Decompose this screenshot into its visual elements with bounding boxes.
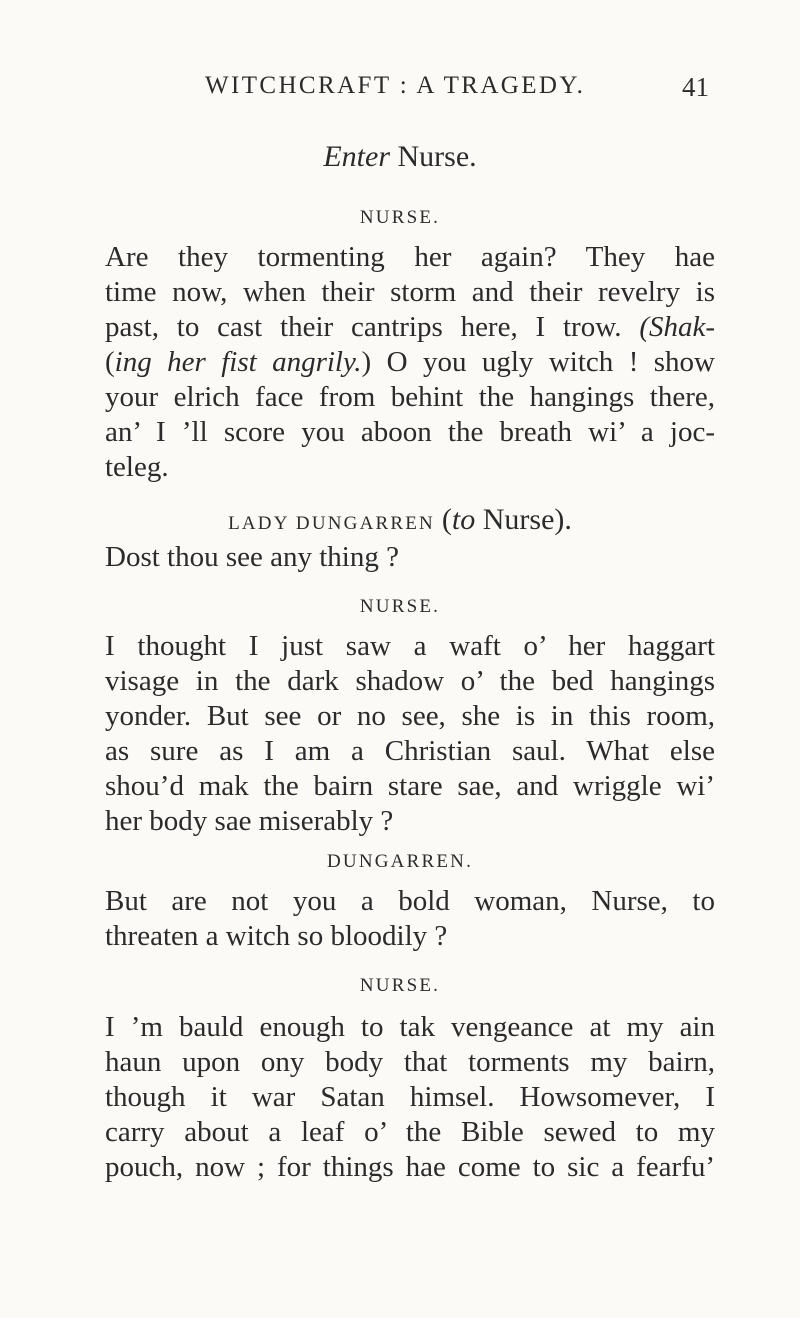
speech-line: your elrich face from behint the hangings there, bbox=[105, 381, 715, 413]
speaker-direction bbox=[442, 503, 572, 536]
speech-line: haun upon ony body that torments my bairn, bbox=[105, 1046, 715, 1078]
speech-line: visage in the dark shadow o’ the bed hangings bbox=[105, 665, 715, 697]
paren: ( bbox=[441, 503, 452, 536]
speech-line: as sure as I am a Christian saul. What else bbox=[105, 735, 715, 767]
speaker-label: LADY DUNGARREN bbox=[228, 513, 442, 534]
speaker-name bbox=[0, 503, 800, 537]
speech-line: pouch, now ; for things hae come to sic a fearfu’ bbox=[105, 1151, 715, 1183]
speech-line bbox=[105, 310, 715, 345]
speech-block bbox=[105, 240, 715, 485]
speech-line: I thought I just saw a waft o’ her haggart bbox=[105, 630, 715, 662]
stage-direction-inline: (Shak- bbox=[639, 311, 715, 343]
speech-line: yonder. But see or no see, she is in this room, bbox=[105, 700, 715, 732]
direction-rest: Nurse). bbox=[475, 503, 572, 536]
page-number: 41 bbox=[682, 72, 709, 102]
speech-block bbox=[105, 540, 715, 575]
speaker-name: NURSE. bbox=[359, 207, 441, 228]
stage-who: Nurse. bbox=[390, 140, 477, 173]
speech-block bbox=[105, 1010, 715, 1185]
speech-block bbox=[105, 629, 715, 839]
stage-action: Enter bbox=[323, 140, 390, 173]
speech-line: teleg. bbox=[105, 451, 169, 483]
speech-text: ) bbox=[361, 346, 372, 378]
speech-line: carry about a leaf o’ the Bible sewed to my bbox=[105, 1116, 715, 1148]
speech-line: But are not you a bold woman, Nurse, to bbox=[105, 885, 715, 917]
speech-line: time now, when their storm and their revelry is bbox=[105, 276, 715, 308]
speech-line: Are they tormenting her again? They hae bbox=[105, 241, 715, 273]
stage-direction-inline: ing her fist angrily. bbox=[114, 346, 362, 378]
paren: ( bbox=[105, 346, 115, 378]
speech-line: I ’m bauld enough to tak vengeance at my ain bbox=[105, 1011, 715, 1043]
speech-line: Dost thou see any thing ? bbox=[105, 541, 399, 573]
direction-word: to bbox=[451, 503, 476, 536]
speech-text: O you ugly witch ! show bbox=[371, 346, 715, 378]
speech-line bbox=[105, 345, 715, 380]
speech-line: shou’d mak the bairn stare sae, and wriggle wi’ bbox=[105, 770, 715, 802]
speech-line: an’ I ’ll score you aboon the breath wi’ a joc- bbox=[105, 416, 715, 448]
speaker-name: NURSE. bbox=[359, 975, 441, 996]
speaker-name: NURSE. bbox=[359, 596, 441, 617]
speech-block bbox=[105, 884, 715, 954]
speech-line: threaten a witch so bloodily ? bbox=[105, 920, 448, 952]
speaker-name: DUNGARREN. bbox=[326, 851, 474, 872]
stage-direction-enter bbox=[0, 140, 800, 174]
running-title: WITCHCRAFT : A TRAGEDY. bbox=[205, 72, 586, 99]
speech-text: past, to cast their cantrips here, I trow. bbox=[105, 311, 640, 343]
speech-line: her body sae miserably ? bbox=[105, 805, 394, 837]
running-header bbox=[205, 72, 715, 108]
speech-line: though it war Satan himsel. Howsomever, I bbox=[105, 1081, 715, 1113]
